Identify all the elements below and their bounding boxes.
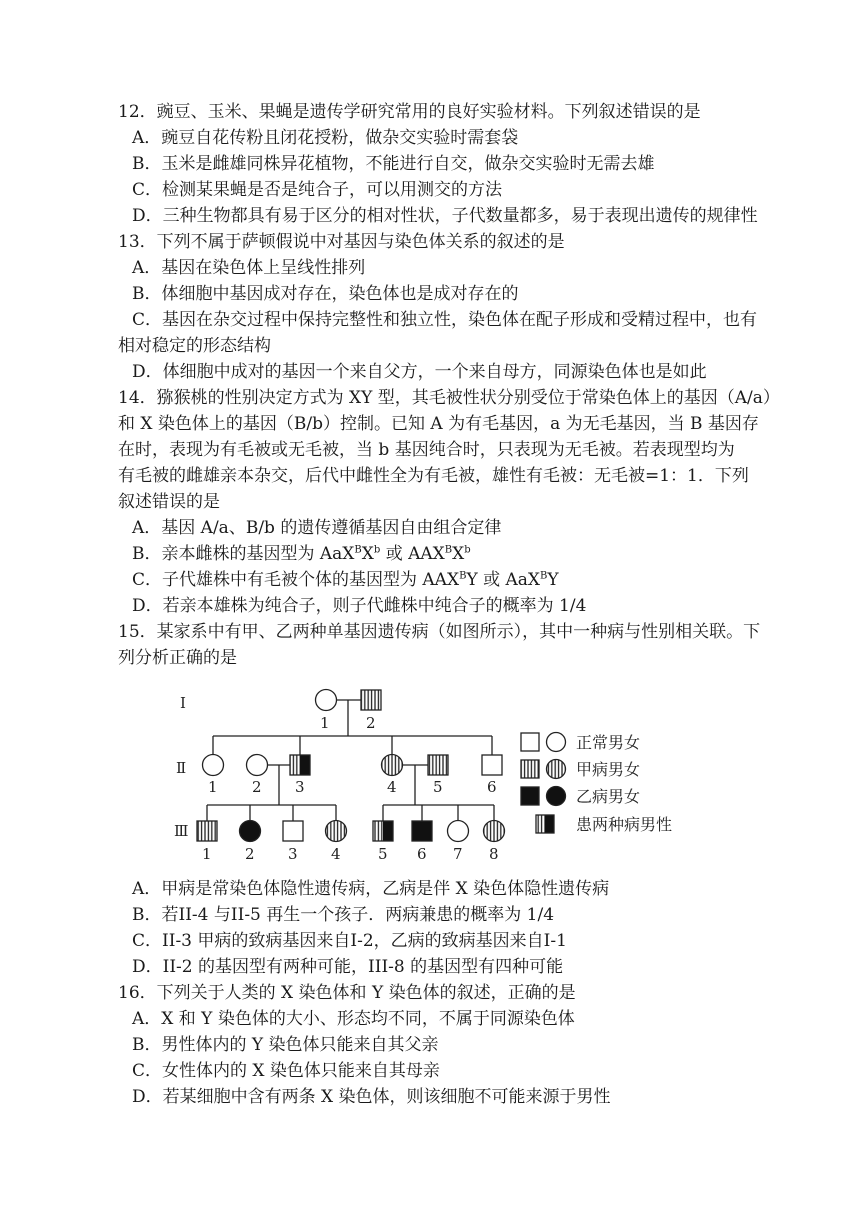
I-2-jia-male [361,690,381,710]
generation-label-2: Ⅱ [176,759,187,777]
number-I-1: 1 [320,714,330,732]
number-III-6: 6 [417,845,427,863]
legend-both-label: 患两种病男性 [576,815,673,834]
generation-label-1: I [180,694,186,712]
number-III-4: 4 [331,845,341,863]
q12-stem: 12．豌豆、玉米、果蝇是遗传学研究常用的良好实验材料。下列叙述错误的是 [118,102,701,122]
q12-option-b: B．玉米是雌雄同株异花植物，不能进行自交，做杂交实验时无需去雄 [132,154,655,174]
II-3-both-diseases-male [290,755,310,775]
number-I-2: 2 [366,714,376,732]
legend-yi-label: 乙病男女 [576,787,641,806]
III-1-jia-male [197,821,217,841]
number-III-5: 5 [378,845,388,863]
q14-stem-line3: 在时，表现为有毛被或无毛被，当 b 基因纯合时，只表现为无毛被。若表现型均为 [118,440,735,460]
legend-both-male-symbol [536,815,554,833]
legend [521,733,672,835]
q12-option-d: D．三种生物都具有易于区分的相对性状，子代数量都多，易于表现出遗传的规律性 [132,206,758,226]
q14-option-b: B．亲本雌株的基因型为 $AaX^BX^b$ 或 $AAX^BX^b$ [132,544,471,564]
q14-option-c: C．子代雄株中有毛被个体的基因型为 $AAX^BY$ 或 AaX$^B$Y [132,570,559,590]
q14-stem-line2: 和 X 染色体上的基因（B/b）控制。已知 A 为有毛基因，a 为无毛基因，当 B 基因存 [118,414,759,434]
III-2-yi-female [240,821,261,842]
number-II-2: 2 [252,778,262,796]
q15-option-c: C．II-3 甲病的致病基因来自I-2，乙病的致病基因来自I-1 [132,931,567,951]
number-III-3: 3 [288,845,298,863]
III-5-both-diseases-male [373,821,393,841]
III-8-jia-female [484,821,505,842]
q13-option-c-cont: 相对稳定的形态结构 [118,336,271,356]
number-III-8: 8 [489,845,499,863]
q13-option-a: A．基因在染色体上呈线性排列 [132,258,366,278]
number-III-7: 7 [453,845,463,863]
legend-normal-label: 正常男女 [576,733,641,752]
II-2-normal-female [247,755,268,776]
q14-stem-line1: 14．猕猴桃的性别决定方式为 XY 型，其毛被性状分别受位于常染色体上的基因（A/a） [118,388,780,408]
q14-option-a: A．基因 A/a、B/b 的遗传遵循基因自由组合定律 [132,518,502,538]
q13-option-d: D．体细胞中成对的基因一个来自父方，一个来自母方，同源染色体也是如此 [132,362,707,382]
q14-stem-line4: 有毛被的雌雄亲本杂交，后代中雌性全为有毛被，雄性有毛被：无毛被=1：1．下列 [118,466,749,486]
legend-yi-male-symbol [521,787,539,805]
number-III-1: 1 [202,845,212,863]
q13-option-b: B．体细胞中基因成对存在，染色体也是成对存在的 [132,284,519,304]
legend-normal-female-symbol [547,733,566,752]
legend-jia-female-symbol [547,760,566,779]
number-II-5: 5 [433,778,443,796]
q16-option-c: C．女性体内的 X 染色体只能来自其母亲 [132,1061,440,1081]
q12-option-c: C．检测某果蝇是否是纯合子，可以用测交的方法 [132,180,503,200]
q16-option-a: A．X 和 Y 染色体的大小、形态均不同，不属于同源染色体 [132,1009,575,1029]
III-3-normal-male [283,821,303,841]
q14-option-d: D．若亲本雄株为纯合子，则子代雌株中纯合子的概率为 1/4 [132,596,587,616]
II-1-normal-female [203,755,224,776]
number-II-4: 4 [387,778,397,796]
II-4-jia-female [382,755,403,776]
legend-jia-male-symbol [521,760,539,778]
I-1-normal-female [316,690,337,711]
III-4-jia-female [326,821,347,842]
legend-yi-female-symbol [547,787,566,806]
legend-normal-male-symbol [521,733,539,751]
q14-stem-line5: 叙述错误的是 [118,492,220,512]
II-5-jia-male [428,755,448,775]
number-II-3: 3 [295,778,305,796]
q12-option-a: A．豌豆自花传粉且闭花授粉，做杂交实验时需套袋 [132,128,519,148]
II-6-normal-male [482,755,502,775]
q16-option-b: B．男性体内的 Y 染色体只能来自其父亲 [132,1035,439,1055]
q13-option-c: C．基因在杂交过程中保持完整性和独立性，染色体在配子形成和受精过程中，也有 [132,310,758,330]
q16-option-d: D．若某细胞中含有两条 X 染色体，则该细胞不可能来源于男性 [132,1087,611,1107]
q15-option-a: A．甲病是常染色体隐性遗传病，乙病是伴 X 染色体隐性遗传病 [132,879,610,899]
generation-label-3: Ⅲ [174,822,189,840]
legend-jia-label: 甲病男女 [576,760,641,779]
q15-stem-line2: 列分析正确的是 [118,648,237,668]
q13-stem: 13．下列不属于萨顿假说中对基因与染色体关系的叙述的是 [118,232,565,252]
q15-option-d: D．II-2 的基因型有两种可能，III-8 的基因型有四种可能 [132,957,564,977]
q16-stem: 16．下列关于人类的 X 染色体和 Y 染色体的叙述，正确的是 [118,983,576,1003]
q15-stem-line1: 15．某家系中有甲、乙两种单基因遗传病（如图所示），其中一种病与性别相关联。下 [118,622,761,642]
III-7-normal-female [448,821,469,842]
number-II-6: 6 [487,778,497,796]
q15-option-b: B．若II-4 与II-5 再生一个孩子．两病兼患的概率为 1/4 [132,905,555,925]
III-6-yi-male [412,821,432,841]
number-III-2: 2 [245,845,255,863]
number-II-1: 1 [208,778,218,796]
